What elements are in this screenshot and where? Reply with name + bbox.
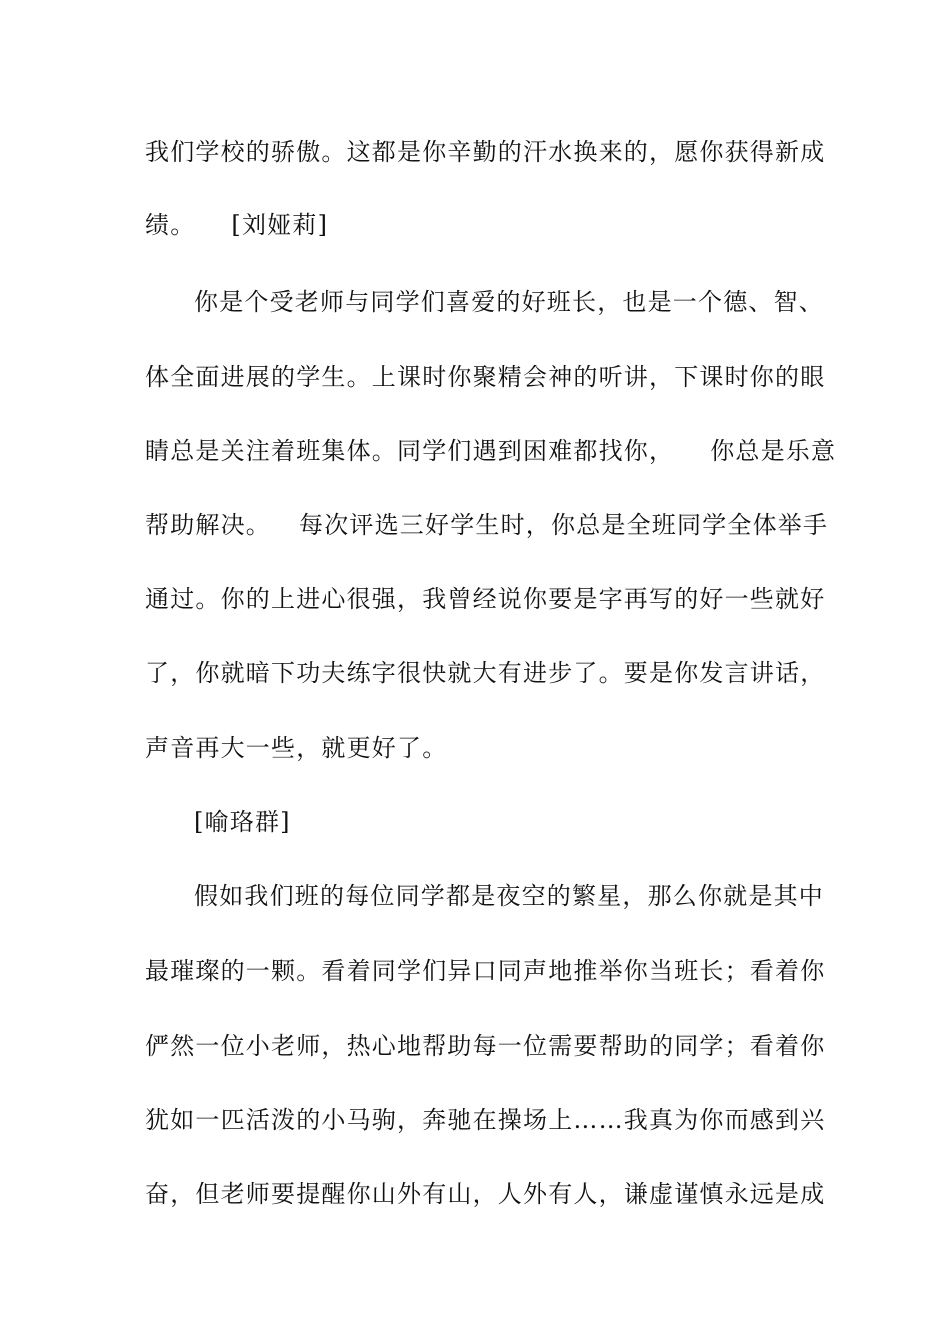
text-fragment: 你总是乐意 bbox=[710, 437, 837, 465]
text-fragment: 绩。 bbox=[145, 211, 196, 239]
text-line bbox=[145, 436, 837, 466]
text-line: 通过。你的上进心很强，我曾经说你要是字再写的好一些就好 bbox=[145, 585, 826, 613]
text-line: 了，你就暗下功夫练字很快就大有进步了。要是你发言讲话， bbox=[145, 659, 826, 687]
text-line: 假如我们班的每位同学都是夜空的繁星，那么你就是其中 bbox=[194, 882, 824, 910]
text-line: 声音再大一些，就更好了。 bbox=[145, 734, 448, 762]
author-name: [喻珞群] bbox=[194, 808, 291, 836]
text-line: 奋，但老师要提醒你山外有山，人外有人，谦虚谨慎永远是成 bbox=[145, 1180, 826, 1208]
text-line: 你是个受老师与同学们喜爱的好班长，也是一个德、智、 bbox=[194, 288, 824, 316]
text-line: 最璀璨的一颗。看着同学们异口同声地推举你当班长；看着你 bbox=[145, 957, 826, 985]
text-line bbox=[145, 210, 810, 240]
text-fragment: 每次评选三好学生时，你总是全班同学全体举手 bbox=[299, 511, 829, 539]
text-line: 我们学校的骄傲。这都是你辛勤的汗水换来的，愿你获得新成 bbox=[145, 138, 826, 166]
text-line: 体全面进展的学生。上课时你聚精会神的听讲，下课时你的眼 bbox=[145, 363, 826, 391]
text-line: 犹如一匹活泼的小马驹，奔驰在操场上……我真为你而感到兴 bbox=[145, 1106, 826, 1134]
text-line: 俨然一位小老师，热心地帮助每一位需要帮助的同学；看着你 bbox=[145, 1032, 826, 1060]
author-name: [刘娅莉] bbox=[231, 211, 329, 239]
text-line bbox=[145, 510, 829, 540]
text-fragment: 睛总是关注着班集体。同学们遇到困难都找你， bbox=[145, 437, 675, 465]
text-fragment: 帮助解决。 bbox=[145, 511, 271, 539]
